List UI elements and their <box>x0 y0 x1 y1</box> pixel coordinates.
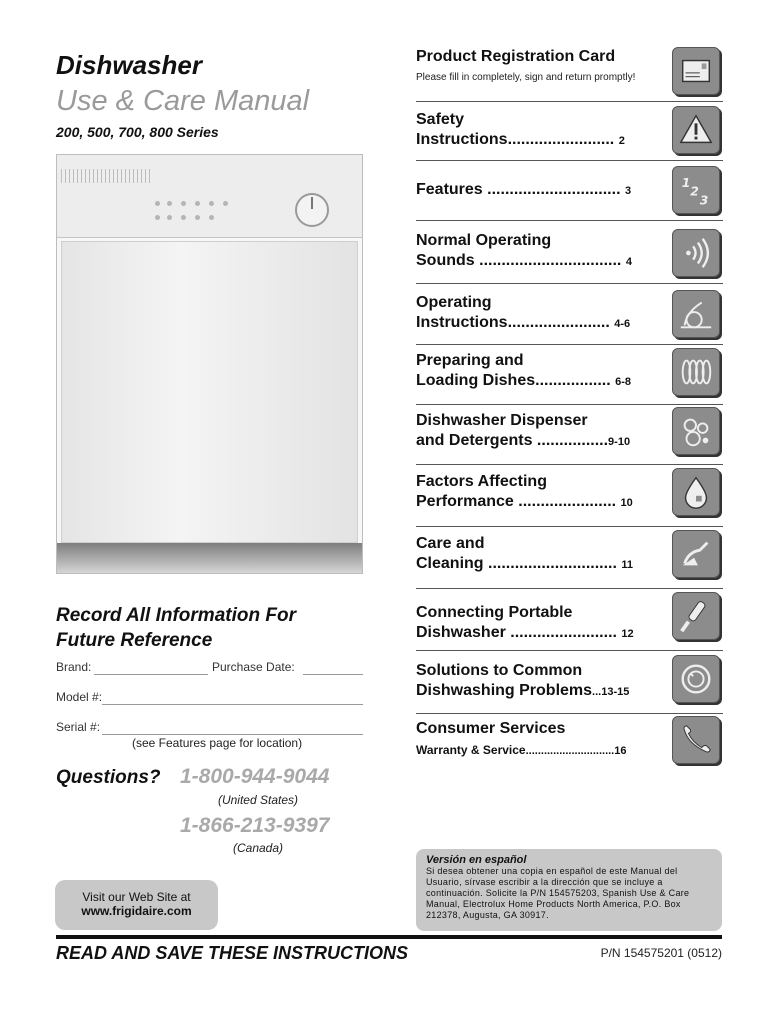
toc-label-line2: Warranty & Service <box>416 743 526 757</box>
toc-safety[interactable] <box>416 110 666 151</box>
serial-note: (see Features page for location) <box>132 736 303 750</box>
footer-rule <box>56 935 722 939</box>
website-box[interactable] <box>55 880 218 930</box>
title-use-care-manual: Use & Care Manual <box>56 85 310 117</box>
toc-label-line2: Dishwashing Problems <box>416 682 593 699</box>
toc-leader: ............................. <box>525 745 615 757</box>
toc-label-line2: Instructions <box>416 131 508 148</box>
website-url[interactable]: www.frigidaire.com <box>81 904 192 918</box>
purchase-date-label: Purchase Date: <box>212 660 295 674</box>
brand-line <box>94 660 208 675</box>
toc-label-line1: Normal Operating <box>416 232 552 249</box>
spanish-title: Versión en español <box>426 854 527 866</box>
toc-label-line1: Features <box>416 181 483 198</box>
toc-label-line2: Loading Dishes <box>416 372 536 389</box>
toc-dispenser-detergents[interactable] <box>416 411 666 452</box>
toc-label-line1: Consumer Services <box>416 720 566 737</box>
spanish-body: Si desea obtener una copia en español de este Manual del Usuario, sírvase escribir a la dirección que se incluye a continuación. Solicite la P/N 154575203, Spanish Use & Care Manual, Electrolux Home Products North America, P.O. Box 212378, Augusta, GA 30917. <box>426 866 690 920</box>
toc-leader: ................ <box>536 432 609 449</box>
toc-leader: .............................. <box>487 181 621 198</box>
toc-leader: ....................... <box>507 314 610 331</box>
svg-text:1: 1 <box>681 176 691 191</box>
toc-page: 6-8 <box>615 376 632 388</box>
model-label: Model #: <box>56 690 103 704</box>
registration-title: Product Registration Card <box>416 48 616 65</box>
telephone-icon <box>672 716 720 764</box>
registration-card-icon <box>672 47 720 95</box>
phone-us: 1-800-944-9044 <box>180 765 330 788</box>
toc-loading-dishes[interactable] <box>416 351 666 392</box>
faucet-connector-icon <box>672 592 720 640</box>
questions-label: Questions? <box>56 767 161 788</box>
detergent-icon <box>672 407 720 455</box>
toc-page: 10 <box>620 497 633 509</box>
purchase-date-line <box>303 660 363 675</box>
toc-label-line2: Performance <box>416 493 514 510</box>
toc-leader: ............................. <box>488 555 617 572</box>
separator <box>416 650 723 651</box>
warning-icon <box>672 106 720 154</box>
toc-leader: ........................ <box>510 624 617 641</box>
toc-label-line1: Factors Affecting <box>416 473 547 490</box>
spanish-version-box <box>416 849 722 931</box>
brand-row <box>56 660 363 678</box>
toc-page: 12 <box>621 628 634 640</box>
svg-text:2: 2 <box>690 184 699 199</box>
series-subtitle: 200, 500, 700, 800 Series <box>56 124 219 140</box>
toc-label-line1: Care and <box>416 535 485 552</box>
separator <box>416 101 723 102</box>
separator <box>416 713 723 714</box>
toc-label-line2: Dishwasher <box>416 624 506 641</box>
svg-text:3: 3 <box>699 193 709 208</box>
dishwasher-door <box>61 241 358 543</box>
website-intro: Visit our Web Site at <box>82 890 191 904</box>
vent-grille <box>61 169 153 183</box>
toc-label-line1: Operating <box>416 294 492 311</box>
toc-performance[interactable] <box>416 472 666 513</box>
toc-page: 3 <box>624 185 632 197</box>
brand-label: Brand: <box>56 660 92 674</box>
phone-us-note: (United States) <box>217 793 299 807</box>
cleaning-brush-icon <box>672 530 720 578</box>
separator <box>416 344 723 345</box>
button-indicators <box>153 197 233 227</box>
toc-care-cleaning[interactable] <box>416 534 666 575</box>
separator <box>416 526 723 527</box>
separator <box>416 160 723 161</box>
toc-normal-sounds[interactable] <box>416 231 666 272</box>
control-panel <box>57 155 362 238</box>
toc-page: 9-10 <box>608 436 631 448</box>
toc-label-line2: Sounds <box>416 252 475 269</box>
toc-label-line1: Safety <box>416 111 465 128</box>
toc-solutions[interactable] <box>416 661 671 702</box>
separator <box>416 283 723 284</box>
record-heading-line2: Future Reference <box>56 630 213 651</box>
separator <box>416 588 723 589</box>
separator <box>416 220 723 221</box>
title-dishwasher: Dishwasher <box>56 50 202 80</box>
toc-label-line2: Cleaning <box>416 555 484 572</box>
dish-rack-icon <box>672 348 720 396</box>
toc-page: 4-6 <box>614 318 631 330</box>
toc-label-line1: Dishwasher Dispenser <box>416 412 588 429</box>
dishwasher-illustration <box>56 154 363 574</box>
toc-label-line2: and Detergents <box>416 432 533 449</box>
toc-leader: ........................ <box>507 131 615 148</box>
toc-leader: ...................... <box>518 493 617 510</box>
separator <box>416 464 723 465</box>
sound-waves-icon <box>672 229 720 277</box>
toc-leader: ................................ <box>479 252 622 269</box>
numbers-123-icon <box>672 166 720 214</box>
toc-leader: ................. <box>535 372 611 389</box>
registration-subtitle: Please fill in completely, sign and return promptly! <box>416 72 636 83</box>
model-row <box>56 690 363 708</box>
phone-canada: 1-866-213-9397 <box>180 814 330 837</box>
read-save-instructions: READ AND SAVE THESE INSTRUCTIONS <box>56 943 409 963</box>
part-number: P/N 154575201 (0512) <box>600 946 722 960</box>
toc-page: 11 <box>621 559 634 571</box>
clean-plate-icon <box>672 655 720 703</box>
serial-line <box>102 720 363 735</box>
toc-features[interactable] <box>416 180 666 201</box>
phone-canada-note: (Canada) <box>232 841 284 855</box>
toc-page: 13-15 <box>601 686 630 698</box>
record-heading <box>56 603 296 653</box>
record-heading-line1: Record All Information For <box>56 605 296 626</box>
toc-page: 2 <box>618 135 625 147</box>
toc-label-line1: Preparing and <box>416 352 524 369</box>
toc-label-line2: Instructions <box>416 314 508 331</box>
toc-label-line1: Solutions to Common <box>416 662 583 679</box>
toc-page: 4 <box>625 256 632 268</box>
separator <box>416 404 723 405</box>
control-dial-icon <box>672 290 720 338</box>
cycle-dial <box>295 193 329 227</box>
toc-page: 16 <box>614 745 627 757</box>
toc-consumer-services[interactable] <box>416 719 666 762</box>
water-drop-icon <box>672 468 720 516</box>
toe-kick <box>57 543 362 573</box>
toc-label-line1: Connecting Portable <box>416 604 573 621</box>
serial-label: Serial #: <box>56 720 101 734</box>
toc-portable[interactable] <box>416 603 666 644</box>
toc-operating[interactable] <box>416 293 666 334</box>
model-line <box>102 690 363 705</box>
toc-leader: ... <box>592 686 602 698</box>
